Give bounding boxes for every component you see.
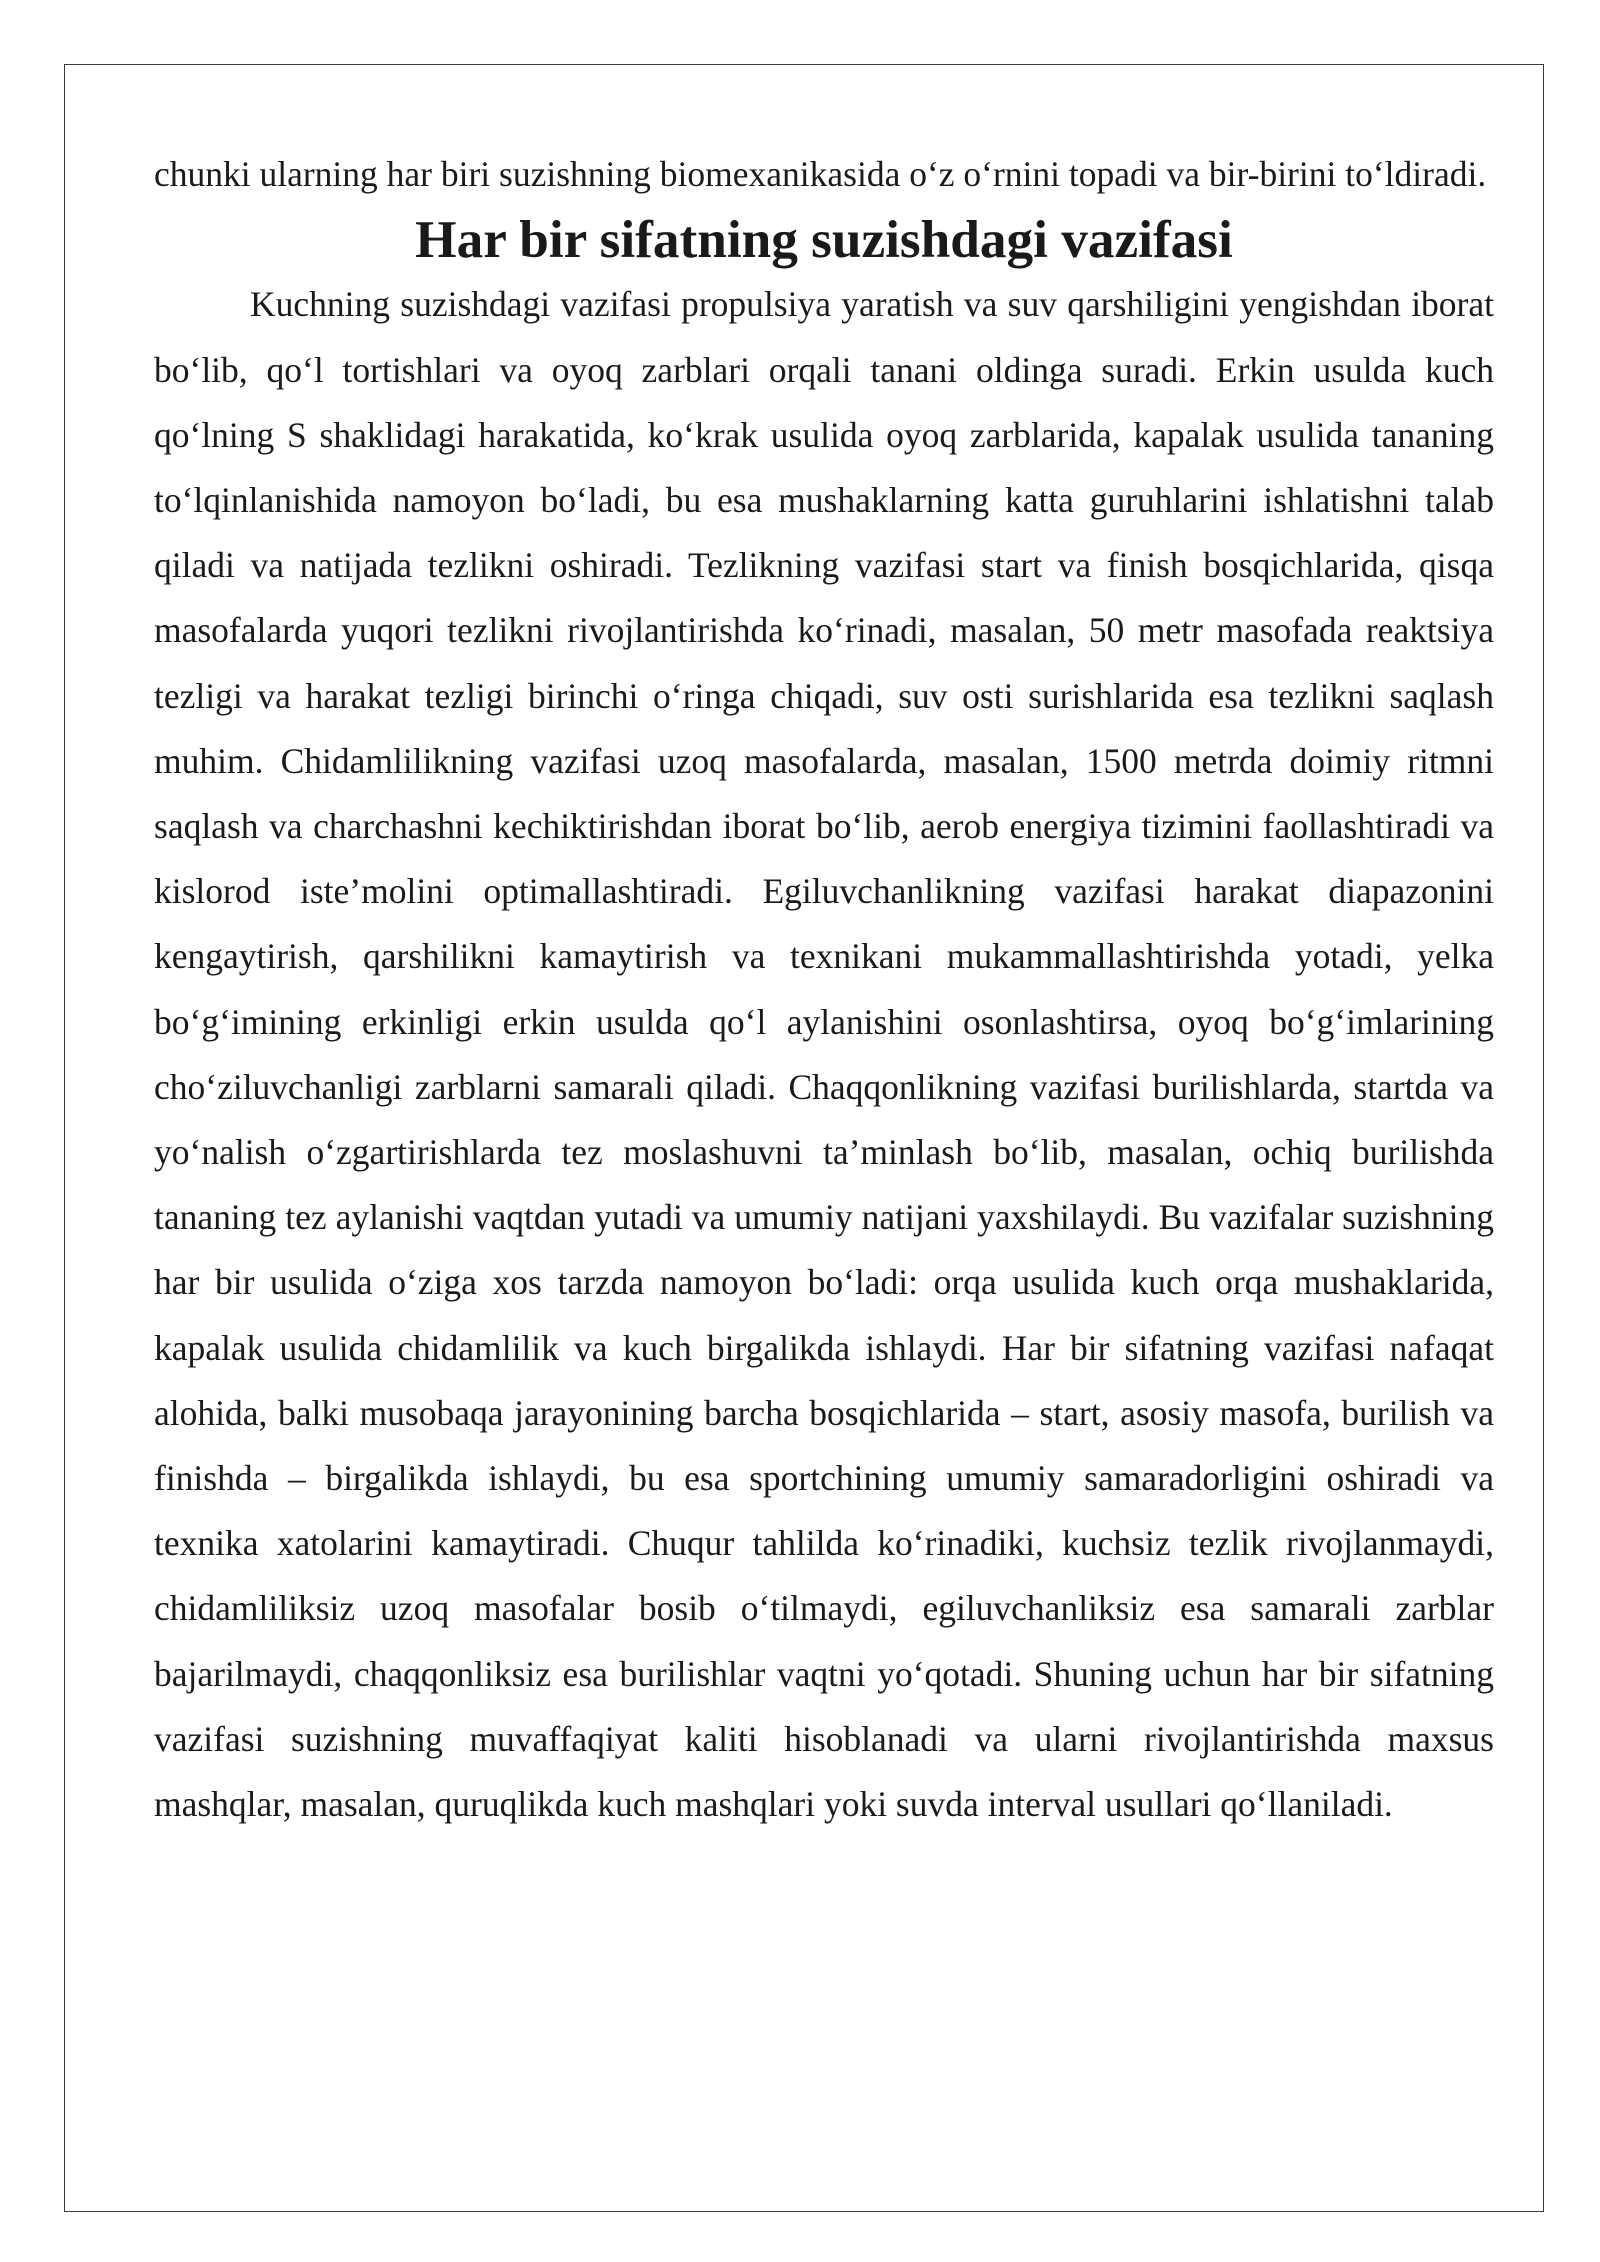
body-paragraph: Kuchning suzishdagi vazifasi propulsiya yaratish va suv qarshiligini yengishdan iborat bo‘lib, qo‘l tortishlari va oyoq zarblari orqali tanani oldinga suradi. Erkin usulda kuch qo‘lning S shaklidagi harakatida, ko‘krak usulida oyoq zarblarida, kapalak usulida tananing to‘lqinlanishida namoyon bo‘ladi, bu esa mushaklarning katta guruhlarini ishlatishni talab qiladi va natijada tezlikni oshiradi. Tezlikning vazifasi start va finish bosqichlarida, qisqa masofalarda yuqori tezlikni rivojlantirishda ko‘rinadi, masalan, 50 metr masofada reaktsiya tezligi va harakat tezligi birinchi o‘ringa chiqadi, suv osti surishlarida esa tezlikni saqlash muhim. Chidamlilikning vazifasi uzoq masofalarda, masalan, 1500 metrda doimiy ritmni saqlash va charchashni kechiktirishdan iborat bo‘lib, aerob energiya tizimini faollashtiradi va kislorod iste’molini optimallashtiradi. Egiluvchanlikning vazifasi harakat diapazonini kengaytirish, qarshilikni kamaytirish va texnikani mukammallashtirishda yotadi, yelka bo‘g‘imining erkinligi erkin usulda qo‘l aylanishini osonlashtirsa, oyoq bo‘g‘imlarining cho‘ziluvchanligi zarblarni samarali qiladi. Chaqqonlikning vazifasi burilishlarda, startda va yo‘nalish o‘zgartirishlarda tez moslashuvni ta’minlash bo‘lib, masalan, ochiq burilishda tananing tez aylanishi vaqtdan yutadi va umumiy natijani yaxshilaydi. Bu vazifalar suzishning har bir usulida o‘ziga xos tarzda namoyon bo‘ladi: orqa usulida kuch orqa mushaklarida, kapalak usulida chidamlilik va kuch birgalikda ishlaydi. Har bir sifatning vazifasi nafaqat alohida, balki musobaqa jarayonining barcha bosqichlarida – start, asosiy masofa, burilish va finishda – birgalikda ishlaydi, bu esa sportchining umumiy samaradorligini oshiradi va texnika xatolarini kamaytiradi. Chuqur tahlilda ko‘rinadiki, kuchsiz tezlik rivojlanmaydi, chidamliliksiz uzoq masofalar bosib o‘tilmaydi, egiluvchanliksiz esa samarali zarblar bajarilmaydi, chaqqonliksiz esa burilishlar vaqtni yo‘qotadi. Shuning uchun har bir sifatning vazifasi suzishning muvaffaqiyat kaliti hisoblanadi va ularni rivojlantirishda maxsus mashqlar, masalan, quruqlikda kuch mashqlari yoki suvda interval usullari qo‘llaniladi. <box>154 284 1494 1825</box>
continuation-paragraph: chunki ularning har biri suzishning biomexanikasida o‘z o‘rnini topadi va bir-birini to‘ldiradi. <box>154 154 1487 194</box>
section-heading: Har bir sifatning suzishdagi vazifasi <box>415 210 1233 270</box>
page-content <box>154 142 1494 1837</box>
